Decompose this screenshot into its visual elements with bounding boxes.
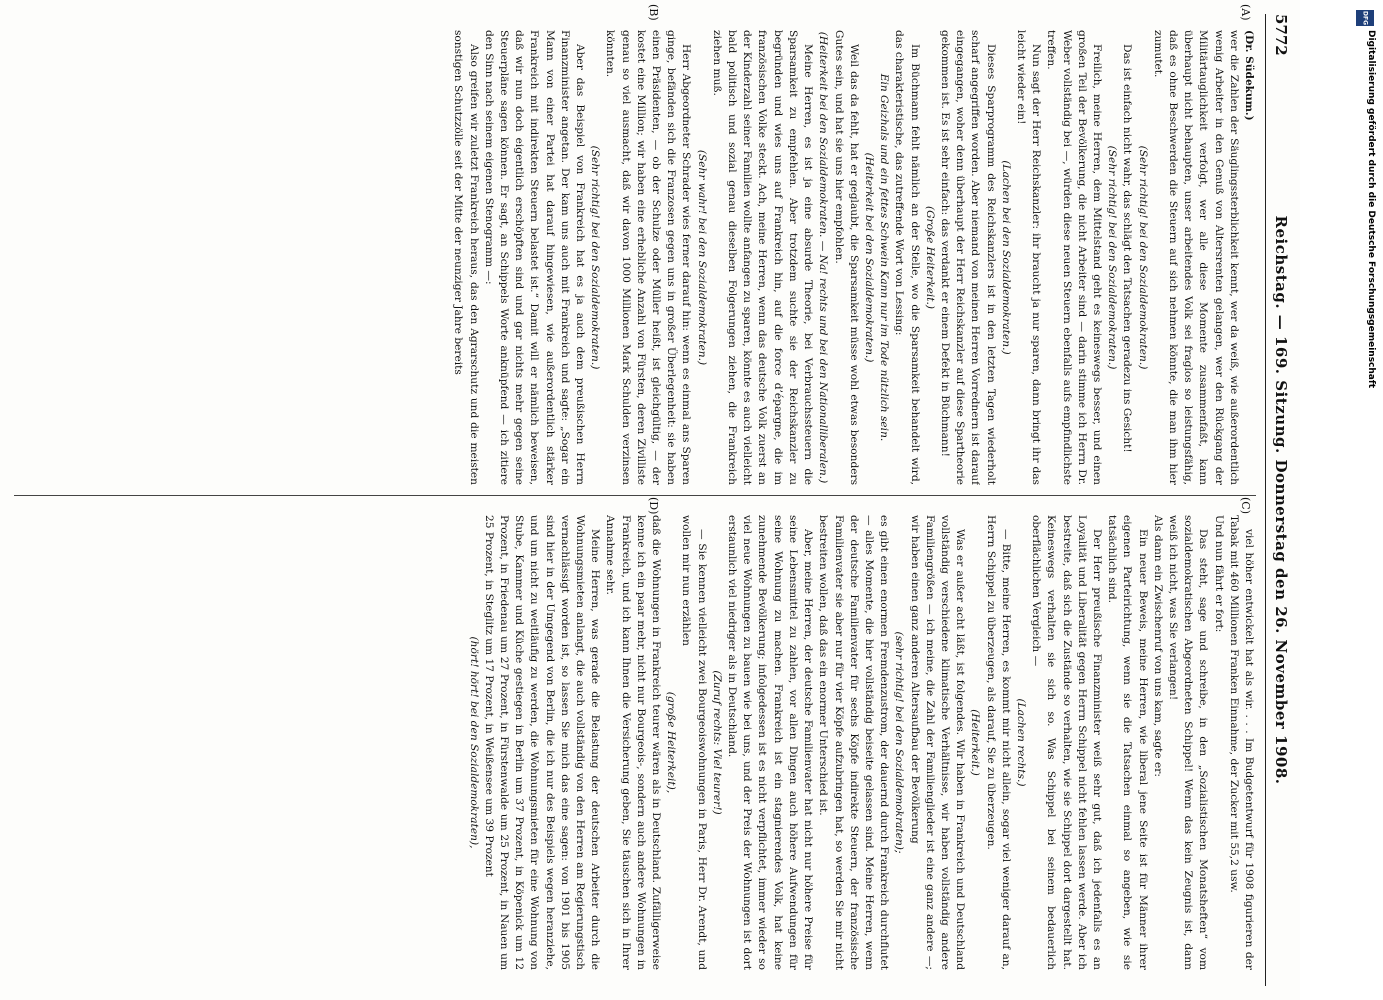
dfg-logo: DFG bbox=[1356, 10, 1374, 26]
column-divider bbox=[14, 495, 1256, 496]
page-number: 5772 bbox=[1272, 14, 1290, 56]
digitization-credit bbox=[1352, 6, 1380, 996]
page-title: Reichstag. — 169. Sitzung. Donnerstag den 26. November 1908. bbox=[1272, 215, 1290, 785]
quotation: viel höher entwickelt hat als wir. . . . Im Budgetentwurf für 1908 figurieren der Tabak mit 460 Millionen Franken Einnahme, der Zucker mit 55,2 usw. bbox=[1227, 515, 1255, 970]
margin-marker-c: (C) bbox=[1239, 497, 1252, 514]
paragraph: es gibt einen enormen Fremdenzustrom, der dauernd durch Frankreich durchflutet — alles Momente, die hier vollständig beiseite gelassen sind. Meine Herren, wenn der deutsche Familienvater für sechs Köpfe indirekte Steuern, der französische Familienvater sie aber nur für vier Köpfe aufzubringen hat, so werden Sie mir nicht bestreiten wollen, daß das ein enormer Unterschied ist. bbox=[817, 515, 891, 970]
paragraph: wer die Zahlen der Säuglingssterblichkeit kennt, wer da weiß, wie außerordentlich wenig Arbeiter in den Genuß von Altersrenten gelangen, wer den Rückgang der Militärtauglichkeit verfolgt, wer alle diese Momente zusammenfaßt, kann überhaupt nicht behaupten, unser arbeitendes Volk sei fraglos so leistungsfähig, daß es ohne Beschwerden die Steuern auf sich nehmen könnte, die man ihm hier zumutet. bbox=[1151, 30, 1240, 485]
credit-text: Digitalisierung gefördert durch die Deutsche Forschungsgemeinschaft bbox=[1366, 30, 1376, 389]
interjection: (Sehr richtig! bei den Sozialdemokraten.) bbox=[1136, 145, 1149, 370]
page-header bbox=[1265, 14, 1292, 986]
interjection: (Große Heiterkeit.) bbox=[923, 205, 936, 310]
interjection: (Lachen bei den Sozialdemokraten.) bbox=[999, 160, 1012, 355]
interjection: (große Heiterkeit), bbox=[665, 691, 678, 794]
margin-marker-a: (A) bbox=[1239, 4, 1252, 21]
paragraph: — Sie kennen vielleicht zwei Bourgeoiswohnungen in Paris, Herr Dr. Arendt, und wollen mir nun erzählen bbox=[680, 515, 708, 970]
paragraph: Aber, meine Herren, der deutsche Familienvater hat nicht nur höhere Preise für seine Lebensmittel zu zahlen, vor allen Dingen auch höhere Aufwendungen für seine Wohnung zu machen. Frankreich ist ein stagnierendes Volk, hat keine zunehmende Bevölkerung; infolgedessen ist es nicht verpflichtet, immer wieder so viel neue Wohnungen zu bauen wie bei uns, und der Preis der Wohnungen ist dort erstaunlich viel niedriger als in Deutschland. bbox=[726, 515, 815, 970]
quotation: Das steht, sage und schreibe, in den „Sozialistischen Monatsheften“ vom sozialdemokratischen Abgeordneten Schippel! Wenn das kein Zeugnis ist, dann weiß ich nicht, was Sie verlangen! bbox=[1166, 515, 1210, 970]
paragraph: daß die Wohnungen in Frankreich teurer wären als in Deutschland. Zufälligerweise kenne ich ein paar mehr, nicht nur Bourgeois-, sondern auch andere Wohnungen in Frankreich, und ich kann Ihnen die Versicherung geben, Sie täuschen sich in Ihrer Annahme sehr. bbox=[604, 515, 663, 970]
margin-marker-d: (D) bbox=[647, 497, 660, 515]
quotation: Ein neuer Beweis, meine Herren, wie liberal jene Seite ist für Männer ihrer eigenen Parteirichtung, wenn sie die Tatsachen einmal so angeben, wie sie tatsächlich sind. bbox=[1106, 515, 1149, 970]
paragraph: Aber das Beispiel von Frankreich hat es ja auch dem preußischen Herrn Finanzminister angetan. Der kam uns auch mit Frankreich und sagte: „Sogar ein Mann von einer Partei hat darauf hingewiesen, wie außerordentlich stärker Frankreich mit indirekten Steuern belastet ist.“ Damit will er nämlich beweisen, daß wir nun doch eigentlich erschöpften sind und gar nichts mehr gegen seine Steuerpläne sagen können. Er sagt, an Schippels Worte anknüpfend — ich zitiere den Sinn nach seinem eigenen Stenogramm —: bbox=[482, 30, 587, 485]
paragraph: Meine Herren, was gerade die Belastung der deutschen Arbeiter durch die Wohnungsmieten anlangt, die auch vollständig von den Herren am Regierungstisch vernachlässigt worden ist, so lassen Sie mich das eine sagen: von 1901 bis 1905 sind hier in der Umgegend von Berlin, die ich nur des Beispiels wegen heranziehe, und um nicht zu weitläufig zu werden, die Wohnungsmieten für eine Wohnung von Stube, Kammer und Küche gestiegen in Berlin um 37 Prozent, in Köpenick um 12 Prozent, in Friedenau um 27 Prozent, in Fürstenwalde um 25 Prozent, in Nauen um 25 Prozent, in Steglitz um 17 Prozent, in Weißensee um 39 Prozent bbox=[482, 515, 602, 970]
interjection: (Sehr richtig! bei den Sozialdemokraten.) bbox=[589, 145, 602, 370]
left-column bbox=[12, 30, 1256, 485]
paragraph: — Bitte, meine Herren, es kommt mir nicht allein, sogar viel weniger darauf an, Herrn Schippel zu überzeugen, als darauf, Sie zu überzeugen. bbox=[984, 515, 1012, 970]
paragraph: Das ist einfach nicht wahr, das schlägt den Tatsachen geradezu ins Gesicht! bbox=[1121, 44, 1134, 453]
paragraph: Und nun fährt er fort: bbox=[1212, 515, 1225, 633]
interjection: (sehr richtig! bei den Sozialdemokraten); bbox=[893, 631, 906, 854]
paragraph: Nun sagt der Herr Reichskanzler: ihr braucht ja nur sparen, dann bringt ihr das leicht wieder ein! bbox=[1014, 30, 1043, 485]
paragraph: Dieses Sparprogramm des Reichskanzlers ist in den letzten Tagen wiederholt scharf angegriffen worden. Aber niemand von meinen Herren Vorrednern ist darauf eingegangen, woher denn überhaupt der Herr Reichskanzler auf diese Spartheorie gekommen ist. Es ist sehr einfach: das verdankt er einem Defekt in Büchmann! bbox=[938, 30, 997, 485]
paragraph: Im Büchmann fehlt nämlich an der Stelle, wo die Sparsamkeit behandelt wird, das charakteristische, das zutreffende Wort von Lessing: bbox=[893, 30, 921, 485]
paragraph: Weil das da fehlt, hat er geglaubt, die Sparsamkeit müsse wohl etwas besonders Gutes sein, und hat sie uns hier empfohlen. bbox=[832, 30, 860, 485]
paragraph: Als dann ein Zwischenruf von uns kam, sagte er: bbox=[1151, 515, 1164, 777]
paragraph: Was er außer acht läßt, ist folgendes. Wir haben in Frankreich und Deutschland vollständig verschiedene klimatische Verhältnisse, wir haben vollständig andere Familiengrößen — ich meine, die Zahl der Familienglieder ist eine ganz andere —; wir haben einen ganz anderen Altersaufbau der Bevölkerung bbox=[908, 515, 967, 970]
interjection: (Sehr richtig! bei den Sozialdemokraten.) bbox=[1106, 145, 1119, 370]
margin-marker-b: (B) bbox=[647, 4, 660, 21]
paragraph: Herr Abgeordneter Schrader wies ferner darauf hin: wenn es einmal ans Sparen ginge, befänden sich die Franzosen gegen uns in großer Überlegenheit: sie haben einen Präsidenten, — ob der Schulze oder Müller heißt, ist gleichgültig, — der kostet eine Million; wir haben eine erhebliche Anzahl von Fürsten, deren Zivilliste genau so viel ausmacht, daß wir davon 1000 Millionen Mark Schulden verzinsen könnten. bbox=[604, 30, 693, 485]
interjection: (Heiterkeit.) bbox=[969, 709, 982, 776]
speaker-label: (Dr. Südekum.) bbox=[1243, 30, 1255, 121]
interjection: (Heiterkeit bei den Sozialdemokraten. — Na! rechts und bei den Nationalliberalen.) bbox=[817, 31, 830, 484]
interjection: (Heiterkeit bei den Sozialdemokraten.) bbox=[862, 152, 875, 363]
right-column bbox=[12, 515, 1256, 970]
paragraph: Freilich, meine Herren, dem Mittelstand geht es keineswegs besser, und einen großen Teil der Bevölkerung, die nicht Arbeiter sind — darin stimme ich Herrn Dr. Weber vollständig bei —, würden diese neuen Steuern ebenfalls aufs empfindlichste treffen. bbox=[1045, 30, 1103, 485]
paragraph: Der Herr preußische Finanzminister weiß sehr gut, daß ich jedenfalls es an Loyalität und Liberalität gegen Herrn Schippel nicht fehlen lassen werde. Aber ich bestreite, daß sich die Zustände so verhalten, wie sie Schippel dort dargestellt hat. Keineswegs verhalten sie sich so. Was Schippel bei seinem bedauerlich oberflächlichen Vergleich — bbox=[1030, 515, 1103, 970]
paragraph: Meine Herren, es ist ja eine absurde Theorie, bei Verbrauchssteuern die Sparsamkeit zu empfehlen. Aber trotzdem suchte sie der Reichskanzler zu begründen und wies uns auf Frankreich hin, auf die force d’épargne, die im französischen Volke steckt. Ach, meine Herren, wenn das deutsche Volk zuerst an der Kinderzahl seiner Familien wollte anfangen zu sparen, könnte es auch vielleicht bald politisch und sozial genau dieselben Folgerungen ziehen, die Frankreich ziehen muß. bbox=[710, 30, 815, 485]
verse-quote: Ein Geizhals und ein fettes Schwein Kann nur im Tode nützlich sein. bbox=[878, 73, 891, 442]
interjection: (Zuruf rechts: Viel teurer!) bbox=[710, 670, 723, 815]
interjection: (hört! hört! bei den Sozialdemokraten), bbox=[467, 636, 480, 849]
interjection: (Sehr wahr! bei den Sozialdemokraten.) bbox=[695, 149, 708, 366]
quotation: Also greifen wir zuletzt Frankreich heraus, das den Agrarschutz und die meisten sonstigen Schutzzölle seit der Mitte der neunziger Jahre bereits bbox=[452, 30, 480, 485]
interjection: (Lachen rechts.) bbox=[1014, 698, 1027, 787]
